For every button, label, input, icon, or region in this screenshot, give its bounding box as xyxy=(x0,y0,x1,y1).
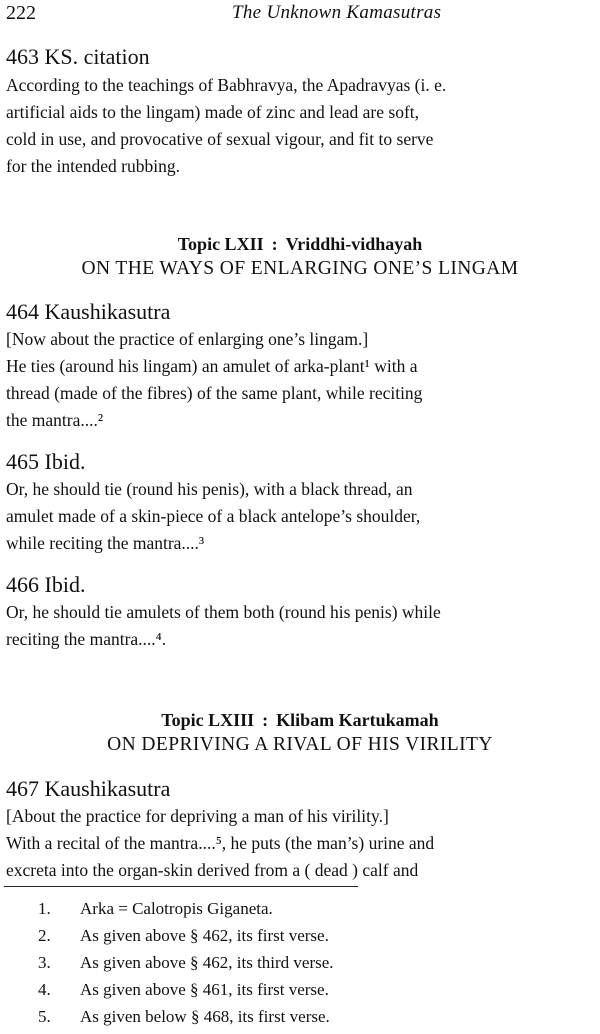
entry-heading: 464 Kaushikasutra xyxy=(6,299,171,324)
footnote-text: As given above § 461, its first verse. xyxy=(80,980,329,999)
topic-subtitle: ON DEPRIVING A RIVAL OF HIS VIRILITY xyxy=(107,734,493,755)
footnote-number: 2. xyxy=(38,926,51,945)
topic-label: Topic LXII xyxy=(177,234,264,254)
footnote-divider xyxy=(4,886,358,887)
topic-separator: : xyxy=(262,710,269,730)
footnote xyxy=(0,949,600,976)
page-header xyxy=(0,0,600,30)
footnote-number: 3. xyxy=(38,953,51,972)
entry-text xyxy=(0,599,600,653)
topic-separator: : xyxy=(271,234,278,254)
entry-text xyxy=(0,72,600,180)
page-number: 222 xyxy=(6,2,36,24)
topic-label: Topic LXIII xyxy=(161,710,255,730)
text-line: [Now about the practice of enlarging one’s lingam.] xyxy=(6,329,369,349)
topic-subtitle: ON THE WAYS OF ENLARGING ONE’S LINGAM xyxy=(81,258,519,279)
text-line: He ties (around his lingam) an amulet of arka-plant¹ with a xyxy=(6,356,418,376)
footnote-number: 5. xyxy=(38,1007,51,1026)
footnote-text: As given below § 468, its first verse. xyxy=(80,1007,330,1026)
entry-463 xyxy=(0,44,600,180)
entry-text xyxy=(0,803,600,884)
entry-heading: 465 Ibid. xyxy=(6,449,86,474)
entry-466 xyxy=(0,572,600,653)
text-line: thread (made of the fibres) of the same plant, while reciting xyxy=(6,383,423,403)
topic-name: Vriddhi-vidhayah xyxy=(285,234,423,254)
entry-text xyxy=(0,326,600,434)
text-line: excreta into the organ-skin derived from a ( dead ) calf and xyxy=(6,860,419,880)
footnote xyxy=(0,895,600,922)
footnotes xyxy=(0,895,600,1030)
topic-name: Klibam Kartukamah xyxy=(276,710,439,730)
text-line: amulet made of a skin-piece of a black antelope’s shoulder, xyxy=(6,506,421,526)
entry-text xyxy=(0,476,600,557)
text-line: [About the practice for depriving a man of his virility.] xyxy=(6,806,389,826)
topic-63 xyxy=(0,708,600,758)
text-line: the mantra....² xyxy=(6,410,104,430)
text-line: artificial aids to the lingam) made of zinc and lead are soft, xyxy=(6,102,420,122)
footnote-text: As given above § 462, its third verse. xyxy=(80,953,334,972)
text-line: With a recital of the mantra....⁵, he puts (the man’s) urine and xyxy=(6,833,435,853)
text-line: reciting the mantra....⁴. xyxy=(6,629,167,649)
topic-title xyxy=(0,232,600,256)
footnote xyxy=(0,1003,600,1030)
text-line: cold in use, and provocative of sexual vigour, and fit to serve xyxy=(6,129,434,149)
footnote-text: As given above § 462, its first verse. xyxy=(80,926,329,945)
text-line: while reciting the mantra....³ xyxy=(6,533,205,553)
entry-467 xyxy=(0,776,600,884)
footnote-number: 4. xyxy=(38,980,51,999)
entry-heading: 467 Kaushikasutra xyxy=(6,776,171,801)
entry-heading: 463 KS. citation xyxy=(6,44,150,69)
entry-465 xyxy=(0,449,600,557)
text-line: for the intended rubbing. xyxy=(6,156,180,176)
footnote xyxy=(0,976,600,1003)
running-title: The Unknown Kamasutras xyxy=(232,2,442,23)
text-line: Or, he should tie (round his penis), with a black thread, an xyxy=(6,479,413,499)
topic-title xyxy=(0,708,600,732)
entry-464 xyxy=(0,299,600,434)
footnote-text: Arka = Calotropis Giganeta. xyxy=(80,899,273,918)
topic-62 xyxy=(0,232,600,282)
footnote xyxy=(0,922,600,949)
footnote-number: 1. xyxy=(38,899,51,918)
text-line: According to the teachings of Babhravya, the Apadravyas (i. e. xyxy=(6,75,447,95)
entry-heading: 466 Ibid. xyxy=(6,572,86,597)
text-line: Or, he should tie amulets of them both (round his penis) while xyxy=(6,602,441,622)
